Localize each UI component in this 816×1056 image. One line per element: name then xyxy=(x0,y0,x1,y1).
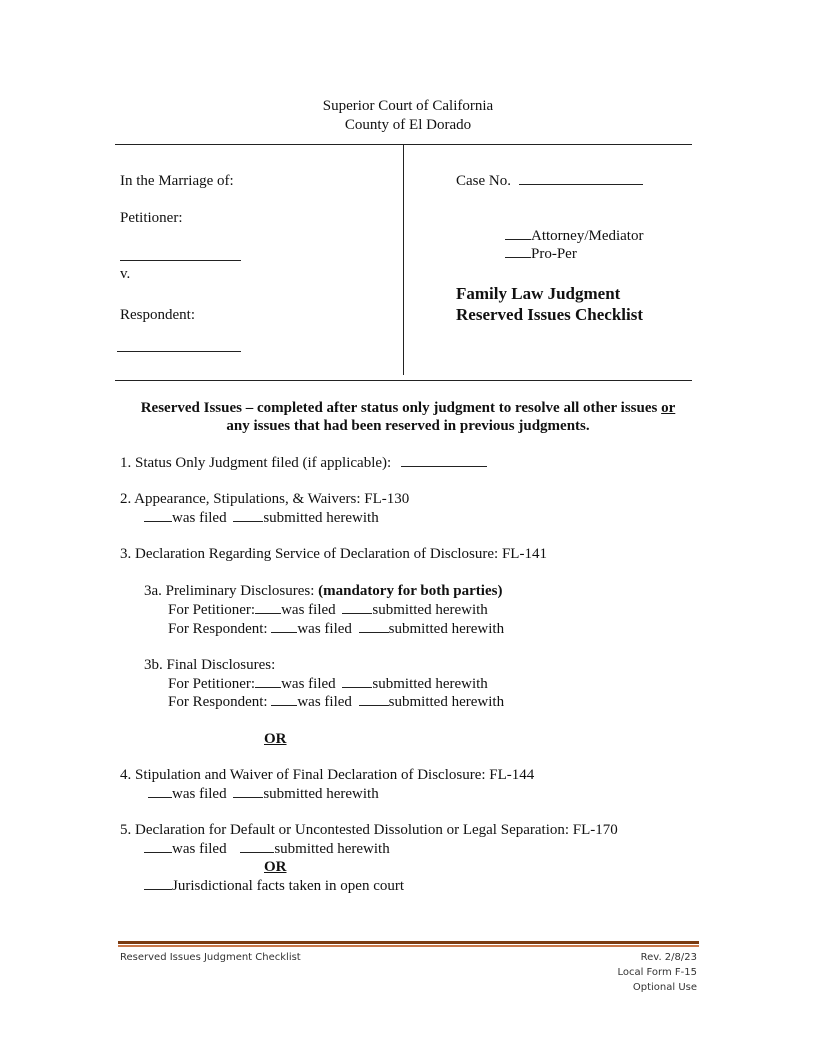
for-petitioner-label-3b: For Petitioner: xyxy=(168,676,256,692)
3a-pet-submitted-blank[interactable] xyxy=(342,601,372,614)
3b-pet-filed-blank[interactable] xyxy=(255,675,281,688)
item-5-submitted: submitted herewith xyxy=(274,841,390,857)
or-separator-2: OR xyxy=(264,859,287,875)
item-2-status-row xyxy=(144,509,379,527)
court-name: Superior Court of California xyxy=(322,98,494,114)
case-no-field[interactable] xyxy=(519,172,643,185)
item-3a-respondent-row xyxy=(168,620,504,638)
footer-optional-use: Optional Use xyxy=(632,982,697,993)
item-3b-petitioner-row xyxy=(168,675,488,693)
item-1 xyxy=(120,454,487,472)
jurisdictional-blank[interactable] xyxy=(144,877,172,890)
item-2-submitted: submitted herewith xyxy=(263,510,379,526)
for-respondent-label: For Respondent: xyxy=(168,621,272,637)
form-title-line1: Family Law Judgment xyxy=(456,284,621,303)
for-respondent-label-3b: For Respondent: xyxy=(168,694,272,710)
marriage-label: In the Marriage of: xyxy=(120,173,234,189)
3b-pet-submitted-blank[interactable] xyxy=(342,675,372,688)
3b-resp-was-filed: was filed xyxy=(297,694,352,710)
item-4-was-filed: was filed xyxy=(172,786,227,802)
footer-form-name: Reserved Issues Judgment Checklist xyxy=(120,952,301,963)
3a-resp-submitted-blank[interactable] xyxy=(359,620,389,633)
item-2-was-filed: was filed xyxy=(172,510,227,526)
respondent-label: Respondent: xyxy=(120,307,195,323)
item-4-submitted: submitted herewith xyxy=(263,786,379,802)
item-5-was-filed: was filed xyxy=(172,841,227,857)
item-3a-label: 3a. Preliminary Disclosures: xyxy=(144,583,319,599)
intro-text: – completed after status only judgment to resolve all other issues xyxy=(241,400,662,416)
item-3a-mandatory: (mandatory for both parties) xyxy=(318,583,503,599)
3a-resp-was-filed: was filed xyxy=(297,621,352,637)
case-no-label: Case No. xyxy=(456,173,511,189)
intro-line1 xyxy=(100,399,716,417)
item-2: 2. Appearance, Stipulations, & Waivers: FL-130 xyxy=(120,491,410,507)
item-5: 5. Declaration for Default or Uncontested Dissolution or Legal Separation: FL-170 xyxy=(120,822,618,838)
proper-row xyxy=(505,245,577,263)
for-petitioner-label: For Petitioner: xyxy=(168,602,256,618)
petitioner-name-field[interactable] xyxy=(120,260,241,261)
proper-checkbox-blank[interactable] xyxy=(505,245,531,258)
intro-line2: any issues that had been reserved in previous judgments. xyxy=(226,418,590,434)
3b-resp-filed-blank[interactable] xyxy=(271,693,297,706)
court-county: County of El Dorado xyxy=(344,117,472,133)
form-title-line2: Reserved Issues Checklist xyxy=(456,305,643,324)
item-4-status-row xyxy=(148,785,379,803)
item-5-status-row xyxy=(144,840,390,858)
item-4: 4. Stipulation and Waiver of Final Declaration of Disclosure: FL-144 xyxy=(120,767,535,783)
footer-local-form: Local Form F-15 xyxy=(617,967,697,978)
3b-resp-submitted: submitted herewith xyxy=(388,694,505,710)
item-5-submitted-blank[interactable] xyxy=(240,840,274,853)
jurisdictional-text: Jurisdictional facts taken in open court xyxy=(172,878,405,894)
3b-pet-submitted: submitted herewith xyxy=(372,676,488,692)
footer-rule-dark xyxy=(118,941,699,944)
status-judgment-date-field[interactable] xyxy=(401,454,487,467)
intro-or: or xyxy=(661,400,676,416)
3a-pet-filed-blank[interactable] xyxy=(255,601,281,614)
item-4-filed-blank[interactable] xyxy=(148,785,172,798)
caption-divider xyxy=(403,145,404,375)
footer-revision: Rev. 2/8/23 xyxy=(640,952,697,963)
3a-resp-submitted: submitted herewith xyxy=(388,621,505,637)
case-no-row xyxy=(456,172,643,190)
footer-rule-light xyxy=(118,945,699,947)
item-5-filed-blank[interactable] xyxy=(144,840,172,853)
3b-pet-was-filed: was filed xyxy=(281,676,336,692)
item-3b-respondent-row xyxy=(168,693,504,711)
item-1-text: 1. Status Only Judgment filed (if applicable): xyxy=(120,455,392,471)
attorney-row xyxy=(505,227,643,245)
jurisdictional-row xyxy=(144,877,404,895)
item-4-submitted-blank[interactable] xyxy=(233,785,263,798)
v-label: v. xyxy=(120,266,131,282)
respondent-name-field[interactable] xyxy=(117,351,241,352)
item-3b: 3b. Final Disclosures: xyxy=(144,657,276,673)
item-2-submitted-blank[interactable] xyxy=(233,509,263,522)
3a-pet-was-filed: was filed xyxy=(281,602,336,618)
or-separator-1: OR xyxy=(264,731,287,747)
item-2-filed-blank[interactable] xyxy=(144,509,172,522)
attorney-checkbox-blank[interactable] xyxy=(505,227,531,240)
3a-resp-filed-blank[interactable] xyxy=(271,620,297,633)
proper-label: Pro-Per xyxy=(531,246,577,262)
item-3: 3. Declaration Regarding Service of Declaration of Disclosure: FL-141 xyxy=(120,546,547,562)
3b-resp-submitted-blank[interactable] xyxy=(359,693,389,706)
3a-pet-submitted: submitted herewith xyxy=(372,602,488,618)
caption-bottom-rule xyxy=(115,380,692,381)
intro-reserved-issues: Reserved Issues xyxy=(140,400,242,416)
attorney-label: Attorney/Mediator xyxy=(531,228,644,244)
item-3a-petitioner-row xyxy=(168,601,488,619)
petitioner-label: Petitioner: xyxy=(120,210,183,226)
item-3a xyxy=(144,582,502,600)
